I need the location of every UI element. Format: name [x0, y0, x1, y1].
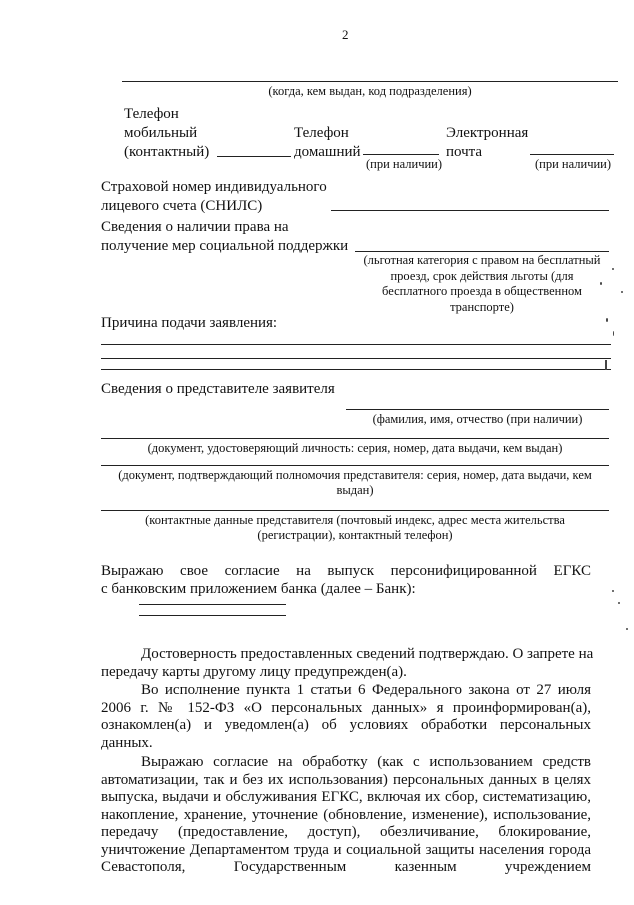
representative-heading: Сведения о представителе заявителя: [101, 381, 335, 397]
paragraph-line: Выражаю согласие на обработку (как с использованием средств: [141, 754, 591, 770]
snils-label: [101, 178, 327, 216]
email-label-line-2: почта: [446, 144, 483, 160]
card-consent-field-1[interactable]: [139, 604, 286, 605]
home-label-line-2: домашний: [294, 144, 361, 160]
issue-caption: (когда, кем выдан, код подразделения): [268, 84, 472, 98]
paragraph-line: уничтожение Департаментом труда и социальной защиты населения города: [101, 841, 591, 858]
contacts-caption-line-1: (контактные данные представителя (почтовый индекс, адрес места жительства: [145, 513, 565, 527]
paragraph-line: накопление, хранение, уточнение (обновление, изменение), использование,: [101, 806, 591, 823]
mobile-phone-field[interactable]: [217, 156, 291, 157]
representative-id-field[interactable]: [101, 438, 609, 439]
benefits-label-line-2: получение мер социальной поддержки: [101, 238, 349, 254]
page-number: 2: [342, 27, 349, 42]
mobile-label-line-2: мобильный: [124, 125, 198, 141]
email-label: [446, 124, 528, 162]
snils-label-line-1: Страховой номер индивидуального: [101, 179, 327, 195]
benefits-field[interactable]: [355, 251, 609, 252]
authority-caption-line-1: (документ, подтверждающий полномочия представителя: серия, номер, дата выдачи, кем: [118, 468, 592, 482]
representative-contacts-field[interactable]: [101, 510, 609, 511]
authority-caption-line-2: выдан): [336, 483, 374, 497]
home-phone-field[interactable]: [363, 154, 439, 155]
reason-label: Причина подачи заявления:: [101, 315, 278, 331]
representative-authority-field[interactable]: [101, 465, 609, 466]
paragraph-line: данных.: [101, 734, 153, 751]
reason-line-2[interactable]: [101, 358, 611, 359]
reason-line-3[interactable]: [101, 369, 611, 370]
paragraph-line: ознакомлен(а) и уведомлен(а) об условиях обработки персональных: [101, 717, 591, 733]
paragraph-line: Достоверность предоставленных сведений подтверждаю. О запрете на: [141, 646, 594, 662]
benefits-note-line-1: (льготная категория с правом на бесплатный: [363, 253, 601, 267]
benefits-note-line-2: проезд, срок действия льготы (для: [390, 268, 574, 283]
snils-field[interactable]: [331, 210, 609, 211]
benefits-label-line-1: Сведения о наличии права на: [101, 219, 289, 235]
benefits-note-line-3: бесплатного проезда в общественном: [382, 284, 582, 298]
reason-line-1[interactable]: [101, 344, 611, 345]
mobile-label-line-3: (контактный): [124, 144, 210, 160]
email-label-line-1: Электронная: [446, 125, 529, 141]
snils-label-line-2: лицевого счета (СНИЛС): [101, 198, 263, 214]
issue-line: [122, 81, 618, 82]
mobile-phone-label: [124, 105, 209, 162]
paragraph-line: Севастополя, Государственным казенным учреждением: [101, 859, 591, 875]
card-consent-line-1: Выражаю свое согласие на выпуск персонифицированной ЕГКС: [101, 563, 591, 579]
benefits-note: [355, 253, 609, 315]
home-phone-label: [294, 124, 361, 162]
paragraph-processing-consent: [101, 754, 591, 877]
representative-contacts-caption: [101, 513, 609, 543]
paragraph-personal-data-law: [101, 682, 591, 752]
benefits-label: [101, 218, 348, 256]
paragraph-line: автоматизации, так и без их использования) персональных данных в целях: [101, 771, 591, 788]
mobile-label-line-1: Телефон: [124, 106, 179, 122]
paragraph-line: Во исполнение пункта 1 статьи 6 Федерального закона от 27 июля: [141, 682, 591, 698]
card-consent-line-2: с банковским приложением банка (далее – Банк):: [101, 581, 416, 597]
representative-authority-caption: [101, 468, 609, 498]
representative-id-caption: (документ, удостоверяющий личность: серия, номер, дата выдачи, кем выдан): [147, 441, 563, 455]
paragraph-line: передачу карты другому лицу предупрежден(а).: [101, 663, 407, 680]
benefits-note-line-4: транспорте): [450, 299, 514, 314]
email-field[interactable]: [530, 154, 614, 155]
email-note: (при наличии): [535, 157, 612, 171]
contacts-caption-line-2: (регистрации), контактный телефон): [257, 528, 453, 542]
card-consent-field-2[interactable]: [139, 615, 286, 616]
representative-name-caption: (фамилия, имя, отчество (при наличии): [372, 412, 583, 426]
home-label-line-1: Телефон: [294, 125, 349, 141]
representative-name-field[interactable]: [346, 409, 609, 410]
paragraph-accuracy: [101, 646, 594, 681]
paragraph-line: выпуска, выдачи и обслуживания ЕГКС, включая их сбор, систематизацию,: [101, 789, 591, 805]
home-phone-note: (при наличии): [366, 157, 443, 171]
paragraph-line: 2006 г. № 152-ФЗ «О персональных данных» я проинформирован(а),: [101, 699, 591, 716]
paragraph-line: передачу (предоставление, доступ), обезличивание, блокирование,: [101, 824, 591, 840]
